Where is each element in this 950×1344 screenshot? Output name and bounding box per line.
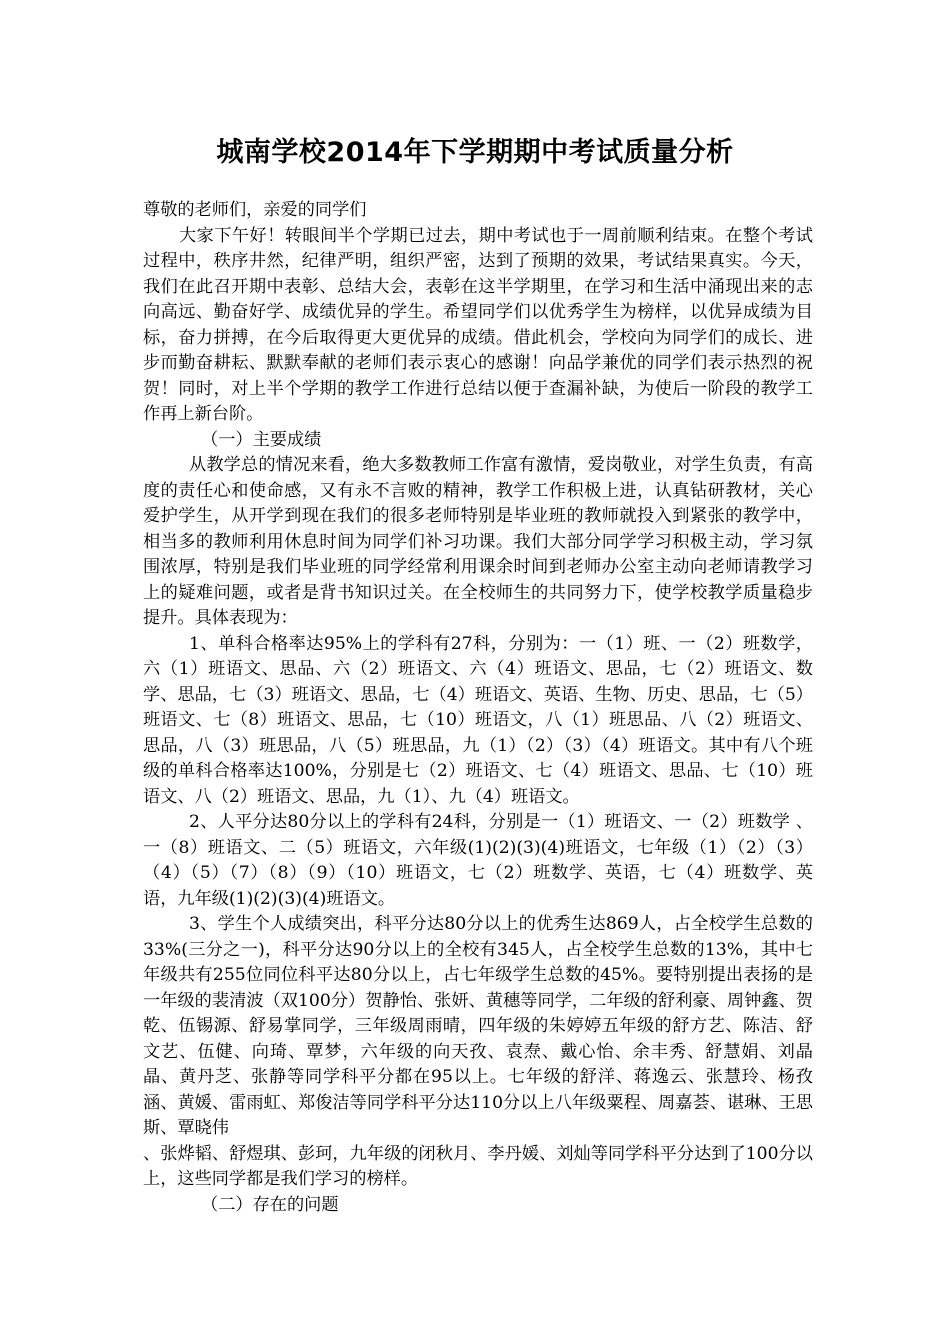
- intro-paragraph: 大家下午好！转眼间半个学期已过去，期中考试也于一周前顺利结束。在整个考试过程中，秩序井然，纪律严明，组织严密，达到了预期的效果，考试结果真实。今天，我们在此召开期中表彰、总结大会，表彰在这半学期里，在学习和生活中涌现出来的志向高远、勤奋好学、成绩优异的学生。希望同学们以优秀学生为榜样，以优异成绩为目标，奋力拼搏，在今后取得更大更优异的成绩。借此机会，学校向为同学们的成长、进步而勤奋耕耘、默默奉献的老师们表示衷心的感谢！向品学兼优的同学们表示热烈的祝贺！同时，对上半个学期的教学工作进行总结以便于查漏补缺，为使后一阶段的教学工作再上新台阶。: [143, 225, 813, 424]
- section-heading-achievements: （一）主要成绩: [201, 429, 322, 450]
- document-body: [143, 198, 813, 1218]
- section-heading-problems: （二）存在的问题: [201, 1194, 339, 1215]
- achievements-paragraph: 从教学总的情况来看，绝大多数教师工作富有激情，爱岗敬业，对学生负责，有高度的责任心和使命感，又有永不言败的精神，教学工作积极上进，认真钻研教材，关心爱护学生，从开学到现在我们的很多老师特别是毕业班的教师就投入到紧张的教学中，相当多的教师利用休息时间为同学们补习功课。我们大部分同学学习积极主动，学习氛围浓厚，特别是我们毕业班的同学经常利用课余时间到老师办公室主动向老师请教学习上的疑难问题，或者是背书知识过关。在全校师生的共同努力下，使学校教学质量稳步提升。具体表现为：: [143, 455, 813, 628]
- list-item-pass-rate: 1、单科合格率达95%上的学科有27科，分别为：一（1）班、一（2）班数学，六（1）班语文、思品、六（2）班语文、六（4）班语文、思品，七（2）班语文、数学、思品，七（3）班语文、思品，七（4）班语文、英语、生物、历史、思品，七（5）班语文、七（8）班语文、思品，七（10）班语文，八（1）班思品、八（2）班语文、思品，八（3）班思品，八（5）班思品，九（1）（2）（3）（4）班语文。其中有八个班级的单科合格率达100%，分别是七（2）班语文、七（4）班语文、思品、七（10）班语文、八（2）班语文、思品，九（1）、九（4）班语文。: [143, 633, 813, 807]
- list-item-top-students: 3、学生个人成绩突出，科平分达80分以上的优秀生达869人，占全校学生总数的33%(三分之一)，科平分达90分以上的全校有345人，占全校学生总数的13%，其中七年级共有255位同位科平达80分以上，占七年级学生总数的45%。要特别提出表扬的是一年级的裴清波（双100分）贺静怡、张妍、黄穗等同学，二年级的舒利豪、周钟鑫、贺乾、伍锡源、舒易掌同学，三年级周雨晴，四年级的朱婷婷五年级的舒方艺、陈洁、舒文艺、伍健、向琦、覃梦，六年级的向天孜、袁焘、戴心怡、余丰秀、舒慧娟、刘晶晶、黄丹芝、张静等同学科平分都在95以上。七年级的舒洋、蒋逸云、张慧玲、杨孜涵、黄媛、雷雨虹、郑俊洁等同学科平分达110分以上八年级粟程、周嘉荟、谌琳、王思斯、覃晓伟: [143, 914, 813, 1138]
- list-item-top-students-continued: 、张烨韬、舒煜琪、彭珂，九年级的闭秋月、李丹媛、刘灿等同学科平分达到了100分以上，这些同学都是我们学习的榜样。: [143, 1143, 813, 1189]
- document-title: 城南学校2014年下学期期中考试质量分析: [216, 137, 734, 168]
- list-item-average-score: 2、人平分达80分以上的学科有24科，分别是一（1）班语文、一（2）班数学 、一（8）班语文、二（5）班语文，六年级(1)(2)(3)(4)班语文，七年级（1）（2）（3）（4）（5）（7）（8）（9）（10）班语文，七（2）班数学、英语，七（4）班数学、英语，九年级(1)(2)(3)(4)班语文。: [143, 812, 813, 909]
- salutation: 尊敬的老师们，亲爱的同学们: [143, 200, 367, 220]
